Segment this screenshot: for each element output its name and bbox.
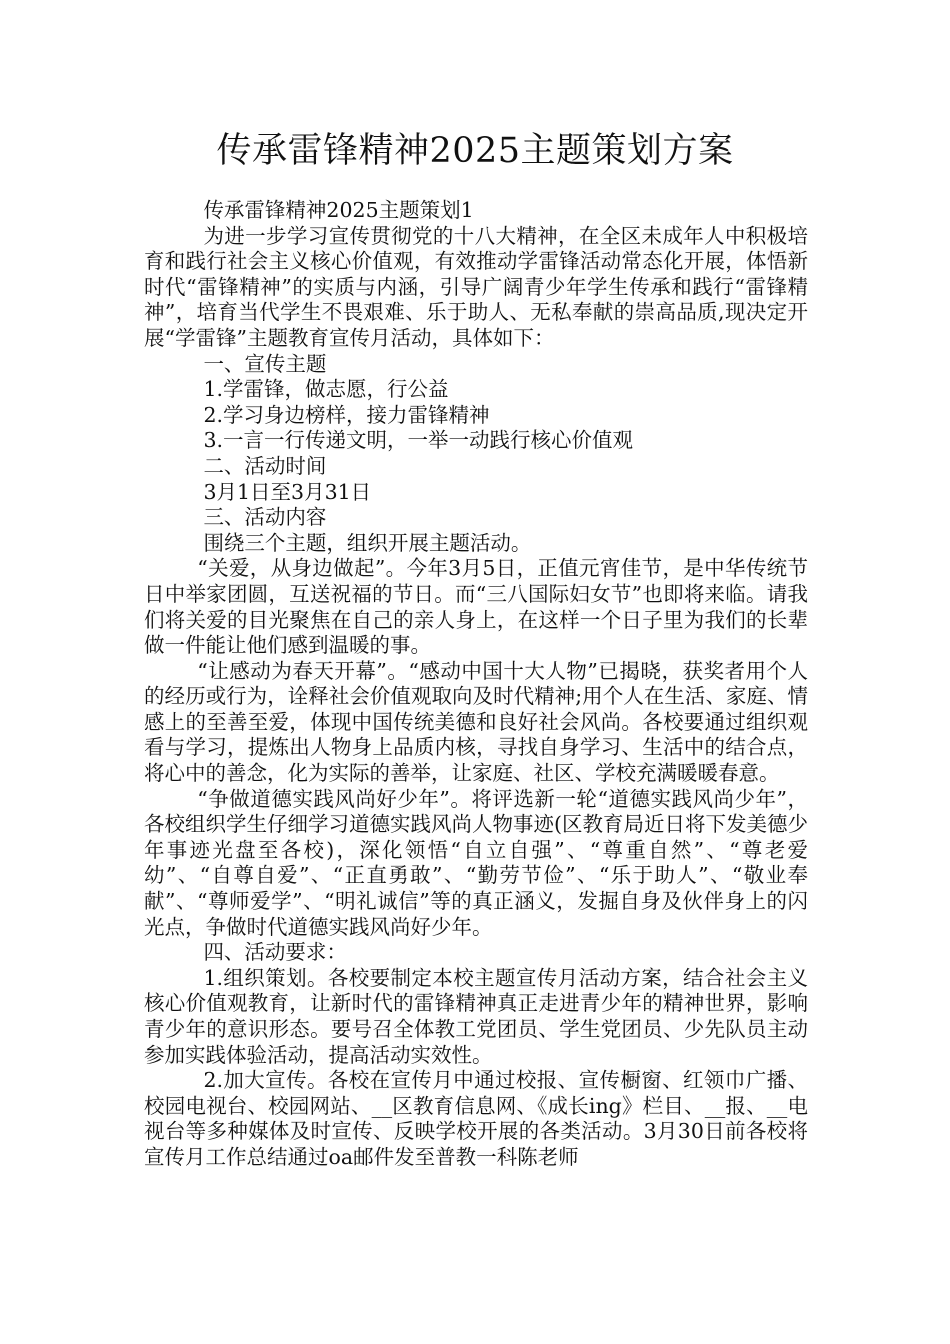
paragraph: 四、活动要求： — [203, 940, 347, 965]
paragraph: 2.加大宣传。各校在宣传月中通过校报、宣传橱窗、红领巾广播、校园电视台、校园网站、__区教育信息网、《成长ing》栏目、__报、__电视台等多种媒体及时宣传、反映学校开展的各类活动。3月30日前各校将宣传月工作总结通过oa邮件发至普教一科陈老师 — [144, 1068, 808, 1169]
document-title: 传承雷锋精神2025主题策划方案 — [216, 131, 734, 171]
document-body — [144, 198, 808, 1171]
paragraph: 为进一步学习宣传贯彻党的十八大精神，在全区未成年人中积极培育和践行社会主义核心价值观，有效推动学雷锋活动常态化开展，体悟新时代“雷锋精神”的实质与内涵，引导广阔青少年学生传承和践行“雷锋精神”，培育当代学生不畏艰难、乐于助人、无私奉献的崇高品质,现决定开展“学雷锋”主题教育宣传月活动，具体如下： — [144, 223, 808, 350]
paragraph: “关爱，从身边做起”。今年3月5日，正值元宵佳节，是中华传统节日中举家团圆，互送祝福的节日。而“三八国际妇女节”也即将来临。请我们将关爱的目光聚焦在自己的亲人身上，在这样一个日子里为我们的长辈做一件能让他们感到温暖的事。 — [144, 556, 808, 658]
paragraph: 1.学雷锋，做志愿，行公益 — [203, 377, 449, 402]
paragraph: “争做道德实践风尚好少年”。将评选新一轮“道德实践风尚少年”，各校组织学生仔细学习道德实践风尚人物事迹(区教育局近日将下发美德少年事迹光盘至各校)，深化领悟“自立自强”、“尊重自然”、“尊老爱幼”、“自尊自爱”、“正直勇敢”、“勤劳节俭”、“乐于助人”、“敬业奉献”、“尊师爱学”、“明礼诚信”等的真正涵义，发掘自身及伙伴身上的闪光点，争做时代道德实践风尚好少年。 — [144, 786, 808, 939]
paragraph: “让感动为春天开幕”。“感动中国十大人物”已揭晓，获奖者用个人的经历或行为，诠释社会价值观取向及时代精神;用个人在生活、家庭、情感上的至善至爱，体现中国传统美德和良好社会风尚。各校要通过组织观看与学习，提炼出人物身上品质内核，寻找自身学习、生活中的结合点，将心中的善念，化为实际的善举，让家庭、社区、学校充满暖暖春意。 — [144, 658, 808, 786]
paragraph: 3月1日至3月31日 — [203, 479, 372, 504]
paragraph: 3.一言一行传递文明，一举一动践行核心价值观 — [203, 428, 633, 453]
paragraph: 传承雷锋精神2025主题策划1 — [203, 198, 474, 222]
paragraph: 1.组织策划。各校要制定本校主题宣传月活动方案，结合社会主义核心价值观教育，让新时代的雷锋精神真正走进青少年的精神世界，影响青少年的意识形态。要号召全体教工党团员、学生党团员、少先队员主动参加实践体验活动，提高活动实效性。 — [144, 965, 808, 1067]
paragraph: 二、活动时间 — [203, 453, 327, 478]
paragraph: 三、活动内容 — [203, 505, 327, 530]
paragraph: 一、宣传主题 — [203, 351, 327, 376]
paragraph: 2.学习身边榜样，接力雷锋精神 — [203, 402, 490, 427]
paragraph: 围绕三个主题，组织开展主题活动。 — [203, 530, 532, 555]
